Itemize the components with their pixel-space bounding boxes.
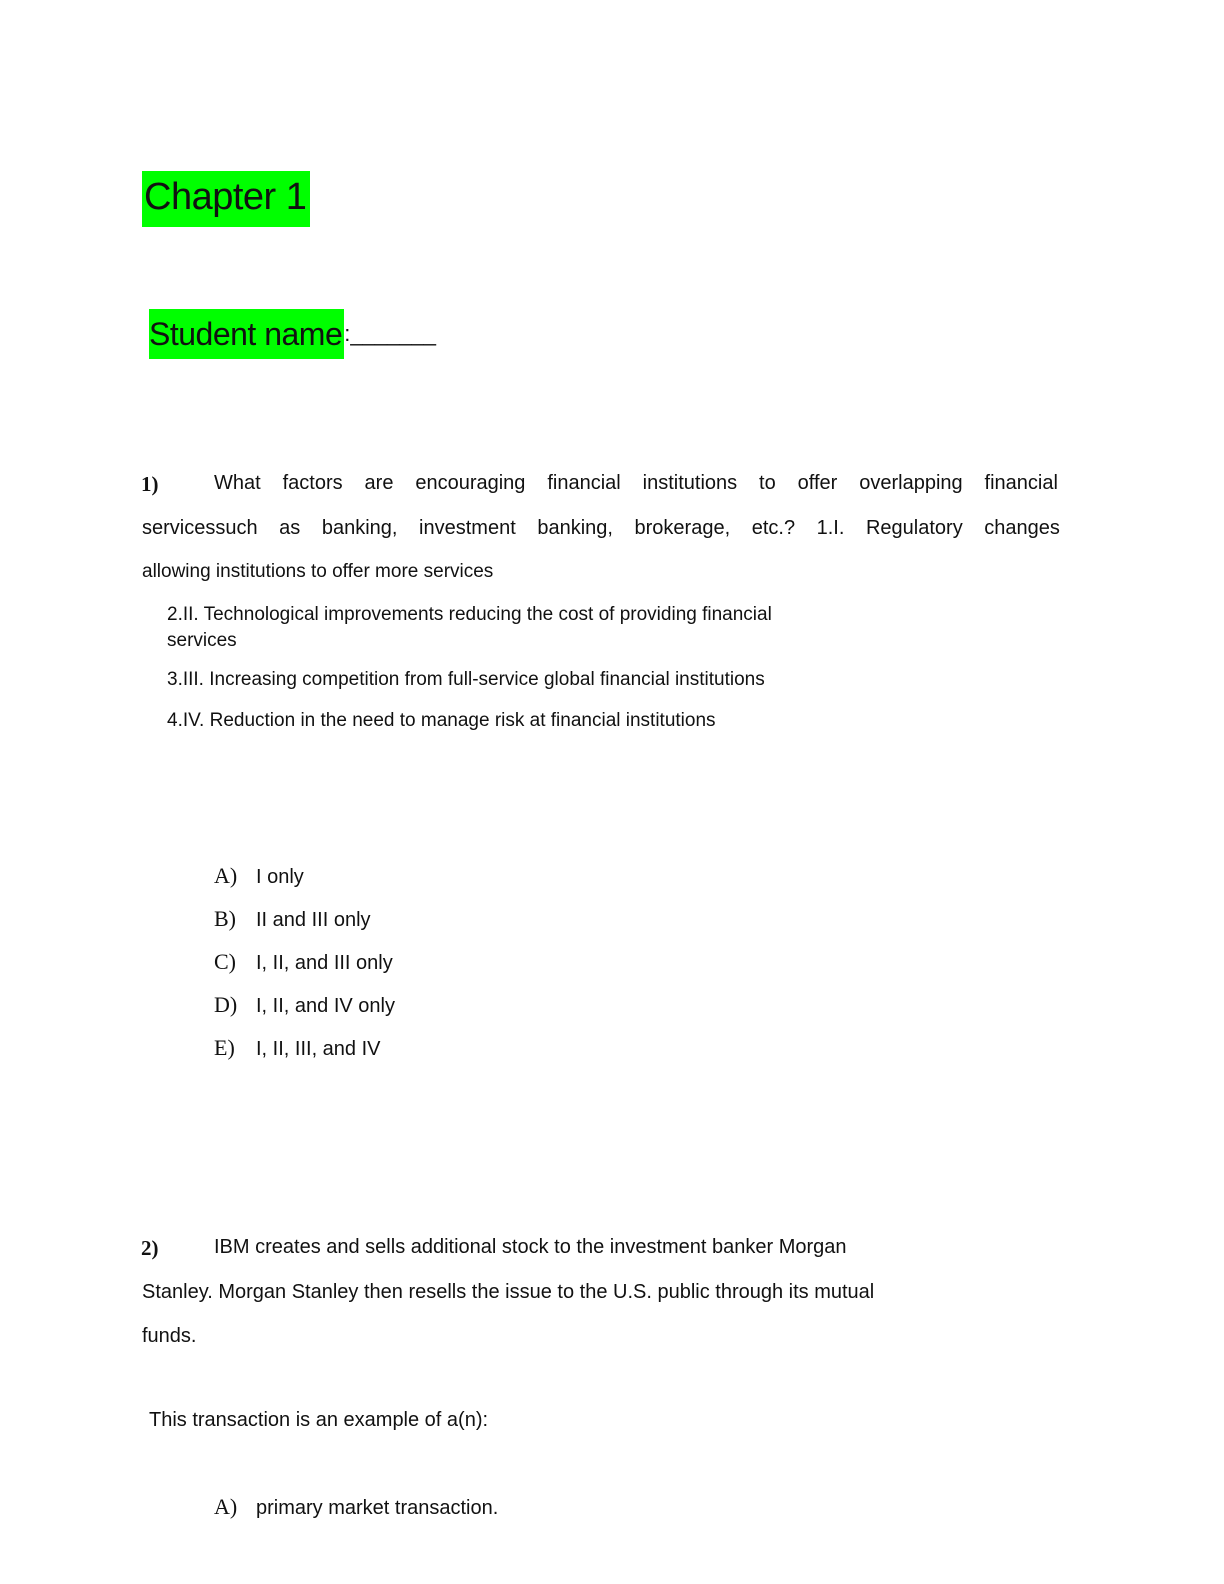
chapter-title: Chapter 1 — [142, 171, 310, 227]
answer-choice — [214, 992, 395, 1018]
choice-text: I, II, and III only — [256, 952, 393, 974]
statement-item-continued: services — [167, 630, 237, 651]
word: are — [364, 472, 394, 494]
question-text-line: Stanley. Morgan Stanley then resells the issue to the U.S. public through its mutual — [142, 1281, 875, 1303]
word: offer — [797, 472, 838, 494]
choice-text: I, II, III, and IV — [256, 1038, 381, 1060]
word: What — [214, 472, 261, 494]
choice-text: primary market transaction. — [256, 1497, 499, 1519]
question-number: 2) — [141, 1236, 159, 1260]
word: banking, — [537, 517, 613, 539]
choice-letter: A) — [214, 1494, 238, 1519]
choice-letter: C) — [214, 949, 236, 974]
student-name-blank: :_______ — [344, 321, 437, 346]
question-text-line — [142, 517, 1060, 540]
answer-choice — [214, 1035, 381, 1061]
question-text-line: allowing institutions to offer more services — [142, 561, 494, 582]
choice-text: I, II, and IV only — [256, 995, 395, 1017]
choice-letter: D) — [214, 992, 238, 1017]
answer-choice — [214, 949, 393, 975]
word: encouraging — [415, 472, 526, 494]
choice-text: I only — [256, 866, 304, 888]
question-text-line: funds. — [142, 1325, 197, 1347]
statement-item: 2.II. Technological improvements reducing the cost of providing financial — [167, 604, 772, 625]
answer-choice — [214, 906, 371, 932]
choice-text: II and III only — [256, 909, 371, 931]
word: to — [759, 472, 776, 494]
word: brokerage, — [634, 517, 731, 539]
student-name-line — [149, 309, 436, 359]
word: changes — [984, 517, 1060, 539]
word: financial — [547, 472, 621, 494]
question-text-line: IBM creates and sells additional stock to the investment banker Morgan — [214, 1236, 847, 1258]
word: financial — [984, 472, 1058, 494]
choice-letter: E) — [214, 1035, 235, 1060]
word: 1.I. — [816, 517, 845, 539]
word: investment — [419, 517, 516, 539]
word: banking, — [321, 517, 398, 539]
choice-letter: A) — [214, 863, 238, 888]
choice-letter: B) — [214, 906, 236, 931]
statement-item: 3.III. Increasing competition from full-service global financial institutions — [167, 669, 765, 690]
answer-choice — [214, 863, 304, 889]
statement-item: 4.IV. Reduction in the need to manage risk at financial institutions — [167, 710, 716, 731]
word: as — [279, 517, 301, 539]
question-text-line — [214, 472, 1058, 495]
student-name-label: Student name — [149, 309, 344, 359]
word: overlapping — [859, 472, 963, 494]
word: institutions — [642, 472, 738, 494]
word: factors — [282, 472, 343, 494]
word: Regulatory — [865, 517, 963, 539]
word: servicessuch — [142, 517, 258, 539]
question-number: 1) — [141, 472, 159, 496]
answer-choice — [214, 1494, 498, 1520]
question-prompt: This transaction is an example of a(n): — [149, 1409, 489, 1431]
word: etc.? — [751, 517, 796, 539]
